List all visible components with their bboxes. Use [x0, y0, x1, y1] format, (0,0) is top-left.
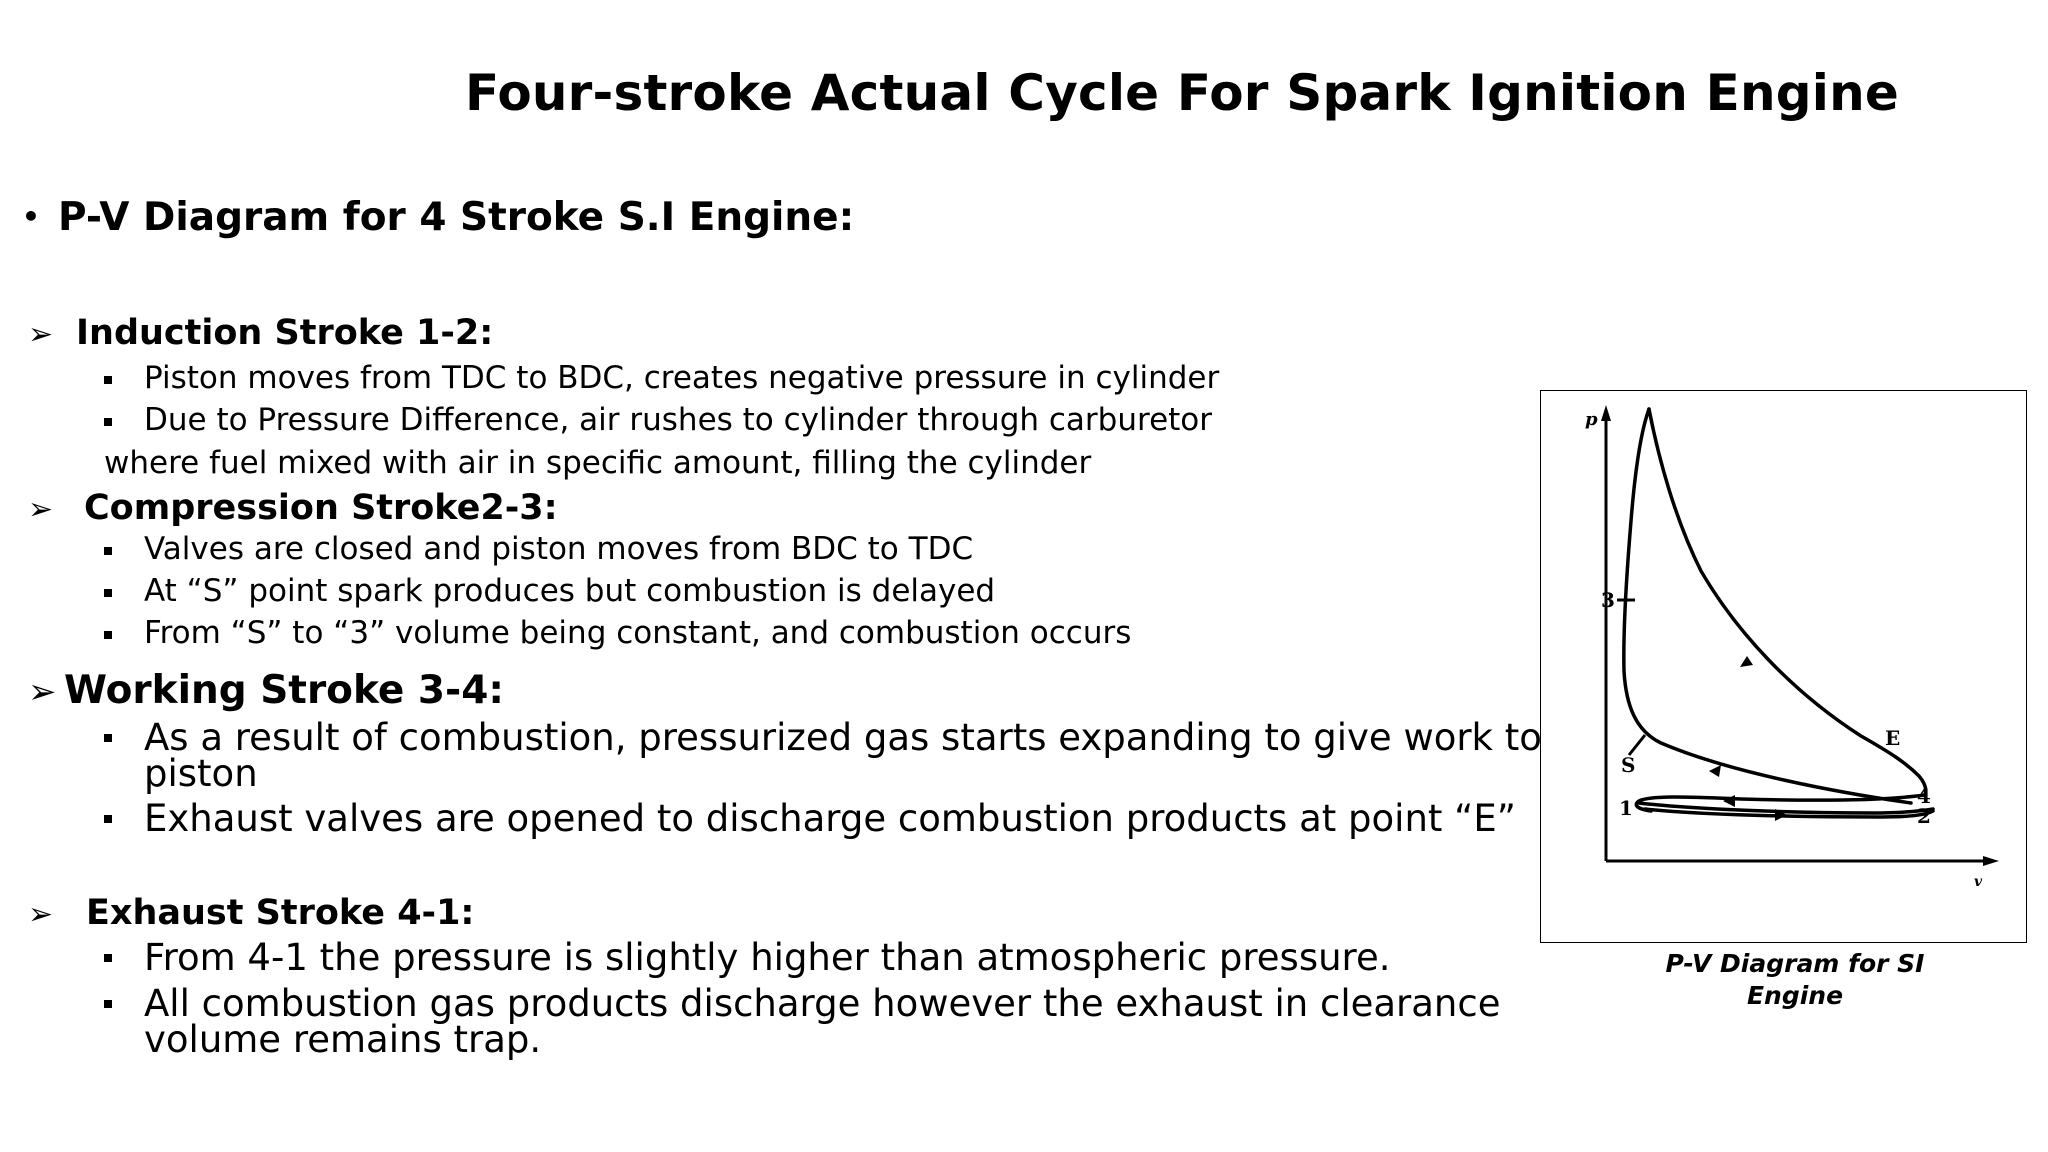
section-heading-compression	[28, 488, 558, 528]
list-item-text: At “S” point spark produces but combustion is delayed	[144, 573, 996, 609]
list-item-continuation: volume remains trap.	[144, 1018, 542, 1061]
point-1-label: 1	[1619, 796, 1633, 820]
slide-title: Four-stroke Actual Cycle For Spark Ignition Engine	[465, 64, 1899, 122]
square-bullet-icon	[104, 1000, 112, 1008]
section-heading-text: Exhaust Stroke 4-1:	[86, 893, 475, 933]
square-bullet-icon	[104, 815, 112, 823]
list-item-text: All combustion gas products discharge however the exhaust in clearance	[144, 982, 1501, 1025]
square-bullet-icon	[104, 589, 112, 597]
point-e-label: E	[1885, 726, 1901, 750]
list-item-text: From 4-1 the pressure is slightly higher than atmospheric pressure.	[144, 936, 1391, 979]
cycle-curves	[1624, 409, 1933, 817]
list-item-text: Due to Pressure Difference, air rushes to cylinder through carburetor	[144, 402, 1213, 438]
point-3-label: 3	[1601, 588, 1615, 612]
caption-line: P-V Diagram for SI	[1665, 949, 1925, 978]
point-labels	[1601, 588, 1931, 828]
square-bullet-icon	[104, 547, 112, 555]
pv-diagram-figure	[1540, 390, 2027, 943]
arrow-bullet-icon: ➢	[28, 897, 54, 932]
list-item-text: Valves are closed and piston moves from BDC to TDC	[144, 531, 974, 567]
list-item-continuation: piston	[144, 752, 258, 795]
exhaust-curve	[1636, 795, 1925, 811]
point-2-label: 2	[1917, 804, 1931, 828]
section-heading-text: Compression Stroke2-3:	[84, 488, 558, 528]
subheading-text: P-V Diagram for 4 Stroke S.I Engine:	[58, 195, 855, 240]
arrow-bullet-icon: ➢	[28, 317, 54, 352]
p-axis-label: p	[1585, 409, 1598, 430]
figure-caption	[1640, 948, 1950, 1012]
point-s-label: S	[1621, 753, 1636, 777]
square-bullet-icon	[104, 631, 112, 639]
list-item-text: Exhaust valves are opened to discharge combustion products at point “E”	[144, 797, 1516, 840]
square-bullet-icon	[104, 954, 112, 962]
arrow-bullet-icon: ➢	[28, 492, 54, 527]
section-heading-exhaust	[28, 893, 474, 933]
bullet-dot-icon: •	[22, 200, 40, 233]
square-bullet-icon	[104, 376, 112, 384]
v-axis-label: v	[1974, 874, 1983, 890]
square-bullet-icon	[104, 734, 112, 742]
expansion-arrow-icon	[1740, 656, 1753, 667]
arrow-bullet-icon: ➢	[28, 672, 57, 712]
pv-diagram-svg	[1541, 391, 2028, 944]
list-item-text: From “S” to “3” volume being constant, and combustion occurs	[144, 615, 1132, 651]
point-4-label: 4	[1917, 784, 1931, 808]
point-s-tick	[1629, 735, 1645, 755]
list-item-continuation: where fuel mixed with air in specific amount, filling the cylinder	[104, 445, 1092, 481]
v-axis-arrow-icon	[1983, 856, 1999, 866]
section-heading-text: Working Stroke 3-4:	[64, 668, 504, 713]
section-heading-working	[28, 668, 504, 713]
list-item-text: As a result of combustion, pressurized gas starts expanding to give work to	[144, 716, 1542, 759]
subheading	[22, 195, 854, 240]
list-item-text: Piston moves from TDC to BDC, creates negative pressure in cylinder	[144, 360, 1220, 396]
section-heading-text: Induction Stroke 1-2:	[76, 313, 494, 353]
caption-line: Engine	[1746, 981, 1844, 1010]
square-bullet-icon	[104, 418, 112, 426]
section-heading-induction	[28, 313, 493, 353]
compression-combustion-curve	[1624, 409, 1911, 803]
compression-arrow-icon	[1709, 765, 1721, 777]
p-axis-arrow-icon	[1601, 405, 1611, 421]
